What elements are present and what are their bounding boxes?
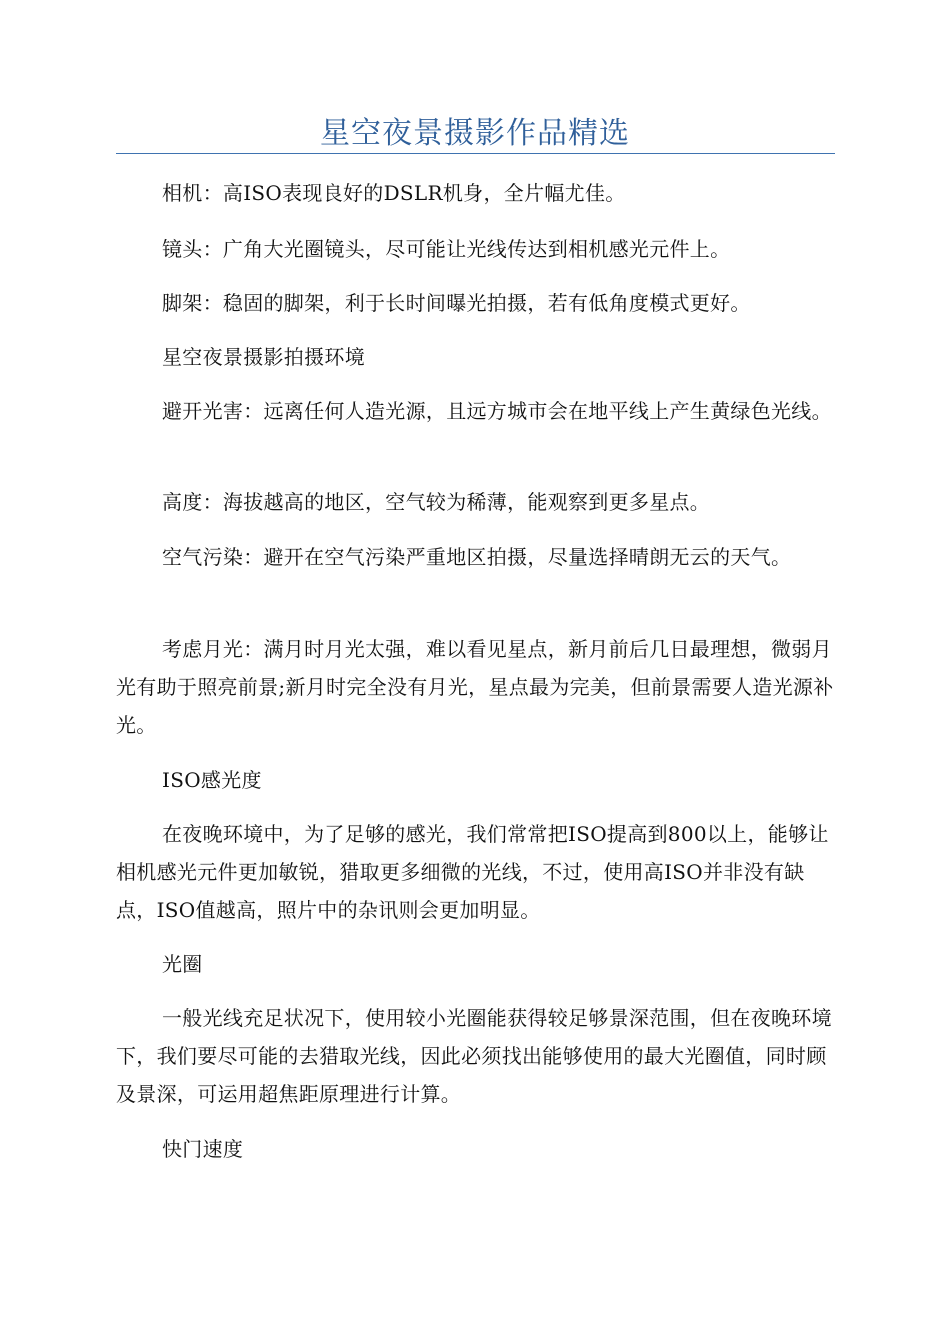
paragraph-lens: 镜头：广角大光圈镜头，尽可能让光线传达到相机感光元件上。	[162, 237, 731, 261]
section-heading-iso: ISO感光度	[162, 768, 262, 792]
paragraph-tripod: 脚架：稳固的脚架，利于长时间曝光拍摄，若有低角度模式更好。	[162, 291, 751, 315]
section-heading-environment: 星空夜景摄影拍摄环境	[162, 345, 365, 369]
paragraph-aperture: 一般光线充足状况下，使用较小光圈能获得较足够景深范围，但在夜晚环境下，我们要尽可能的去猎取光线，因此必须找出能够使用的最大光圈值，同时顾及景深，可运用超焦距原理进行计算。	[116, 1006, 832, 1106]
paragraph-light-pollution: 避开光害：远离任何人造光源，且远方城市会在地平线上产生黄绿色光线。	[162, 399, 832, 423]
document-title: 星空夜景摄影作品精选	[320, 116, 630, 151]
paragraph-altitude: 高度：海拔越高的地区，空气较为稀薄，能观察到更多星点。	[162, 490, 711, 514]
section-heading-shutter-speed: 快门速度	[162, 1137, 244, 1161]
paragraph-moonlight: 考虑月光：满月时月光太强，难以看见星点，新月前后几日最理想，微弱月光有助于照亮前景;新月时完全没有月光，星点最为完美，但前景需要人造光源补光。	[116, 637, 834, 737]
paragraph-camera: 相机：高ISO表现良好的DSLR机身，全片幅尤佳。	[162, 181, 626, 205]
title-underline	[116, 153, 835, 154]
paragraph-air-pollution: 空气污染：避开在空气污染严重地区拍摄，尽量选择晴朗无云的天气。	[162, 545, 792, 569]
section-heading-aperture: 光圈	[162, 952, 203, 976]
paragraph-iso: 在夜晚环境中，为了足够的感光，我们常常把ISO提高到800以上，能够让相机感光元件更加敏锐，猎取更多细微的光线，不过，使用高ISO并非没有缺点，ISO值越高，照片中的杂讯则会更加明显。	[116, 822, 829, 922]
